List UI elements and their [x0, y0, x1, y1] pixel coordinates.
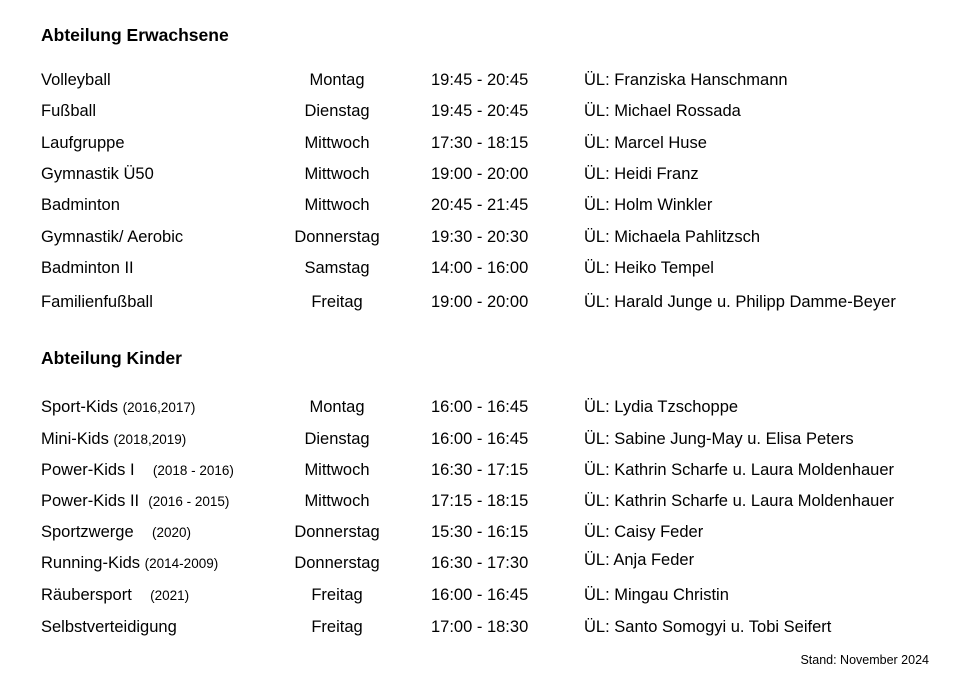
weekday: Freitag	[311, 293, 363, 311]
weekday: Donnerstag	[294, 554, 380, 572]
schedule-row-laufgruppe	[0, 131, 970, 155]
schedule-row-running-kids	[0, 551, 970, 575]
time-range: 19:45 - 20:45	[431, 102, 529, 120]
trainer: ÜL: Heidi Franz	[584, 165, 699, 183]
trainer: ÜL: Sabine Jung-May u. Elisa Peters	[584, 430, 854, 448]
age-group: (2018 - 2016)	[152, 463, 234, 478]
weekday: Freitag	[311, 618, 363, 636]
activity-name: Gymnastik/ Aerobic	[41, 228, 184, 246]
trainer: ÜL: Kathrin Scharfe u. Laura Moldenhauer	[584, 492, 895, 510]
schedule-row-sport-kids	[0, 395, 970, 419]
time-range: 20:45 - 21:45	[431, 196, 529, 214]
age-group: (2018,2019)	[113, 432, 187, 447]
time-range: 17:15 - 18:15	[431, 492, 529, 510]
activity-name: Räubersport (2021)	[41, 586, 190, 604]
time-range: 16:30 - 17:30	[431, 554, 529, 572]
time-range: 14:00 - 16:00	[431, 259, 529, 277]
weekday: Dienstag	[304, 430, 370, 448]
section-title-erwachsene: Abteilung Erwachsene	[41, 25, 229, 45]
age-group: (2020)	[151, 525, 192, 540]
activity-name: Sport-Kids (2016,2017)	[41, 398, 196, 416]
age-group: (2014-2009)	[144, 556, 219, 571]
time-range: 19:00 - 20:00	[431, 293, 529, 311]
time-range: 17:00 - 18:30	[431, 618, 529, 636]
schedule-row-badminton-ii	[0, 256, 970, 280]
time-range: 19:00 - 20:00	[431, 165, 529, 183]
weekday: Dienstag	[304, 102, 370, 120]
time-range: 16:30 - 17:15	[431, 461, 529, 479]
trainer: ÜL: Michael Rossada	[584, 102, 741, 120]
schedule-row-gymnastik-aerobic	[0, 225, 970, 249]
activity-name: Power-Kids I (2018 - 2016)	[41, 461, 234, 479]
trainer: ÜL: Santo Somogyi u. Tobi Seifert	[584, 618, 832, 636]
trainer: ÜL: Heiko Tempel	[584, 259, 714, 277]
activity-name: Selbstverteidigung	[41, 618, 177, 636]
trainer: ÜL: Caisy Feder	[584, 523, 704, 541]
schedule-row-mini-kids	[0, 427, 970, 451]
weekday: Mittwoch	[304, 196, 370, 214]
weekday: Donnerstag	[294, 523, 380, 541]
activity-name: Power-Kids II (2016 - 2015)	[41, 492, 230, 510]
activity-name: Fußball	[41, 102, 97, 120]
weekday: Mittwoch	[304, 165, 370, 183]
activity-name: Badminton	[41, 196, 120, 214]
time-range: 16:00 - 16:45	[431, 398, 529, 416]
weekday: Samstag	[304, 259, 370, 277]
trainer: ÜL: Michaela Pahlitzsch	[584, 228, 761, 246]
trainer: ÜL: Lydia Tzschoppe	[584, 398, 739, 416]
time-range: 19:45 - 20:45	[431, 71, 529, 89]
activity-name: Running-Kids (2014-2009)	[41, 554, 219, 572]
time-range: 16:00 - 16:45	[431, 586, 529, 604]
weekday: Donnerstag	[294, 228, 380, 246]
time-range: 17:30 - 18:15	[431, 134, 529, 152]
trainer: ÜL: Anja Feder	[584, 551, 695, 569]
schedule-row-familienfussball	[0, 290, 970, 314]
weekday: Montag	[309, 71, 365, 89]
time-range: 19:30 - 20:30	[431, 228, 529, 246]
trainer: ÜL: Harald Junge u. Philipp Damme-Beyer	[584, 293, 896, 311]
footer-stand: Stand: November 2024	[800, 653, 929, 667]
schedule-row-gymnastik-ue50	[0, 162, 970, 186]
activity-name: Volleyball	[41, 71, 111, 89]
schedule-row-sportzwerge	[0, 520, 970, 544]
age-group: (2016 - 2015)	[148, 494, 230, 509]
activity-name: Badminton II	[41, 259, 134, 277]
weekday: Mittwoch	[304, 461, 370, 479]
activity-name: Laufgruppe	[41, 134, 125, 152]
schedule-row-volleyball	[0, 68, 970, 92]
schedule-row-badminton	[0, 193, 970, 217]
trainer: ÜL: Kathrin Scharfe u. Laura Moldenhauer	[584, 461, 895, 479]
trainer: ÜL: Holm Winkler	[584, 196, 713, 214]
schedule-row-fussball	[0, 99, 970, 123]
weekday: Mittwoch	[304, 134, 370, 152]
schedule-row-selbstverteidigung	[0, 615, 970, 639]
activity-name: Mini-Kids (2018,2019)	[41, 430, 187, 448]
activity-name: Gymnastik Ü50	[41, 165, 154, 183]
time-range: 16:00 - 16:45	[431, 430, 529, 448]
trainer: ÜL: Mingau Christin	[584, 586, 729, 604]
weekday: Freitag	[311, 586, 363, 604]
time-range: 15:30 - 16:15	[431, 523, 529, 541]
weekday: Mittwoch	[304, 492, 370, 510]
schedule-row-power-kids-ii	[0, 489, 970, 513]
section-title-kinder: Abteilung Kinder	[41, 348, 182, 368]
activity-name: Sportzwerge (2020)	[41, 523, 192, 541]
schedule-row-power-kids-i	[0, 458, 970, 482]
weekday: Montag	[309, 398, 365, 416]
trainer: ÜL: Marcel Huse	[584, 134, 707, 152]
activity-name: Familienfußball	[41, 293, 153, 311]
schedule-row-raeubersport	[0, 583, 970, 607]
age-group: (2016,2017)	[122, 400, 196, 415]
age-group: (2021)	[150, 588, 190, 603]
trainer: ÜL: Franziska Hanschmann	[584, 71, 788, 89]
